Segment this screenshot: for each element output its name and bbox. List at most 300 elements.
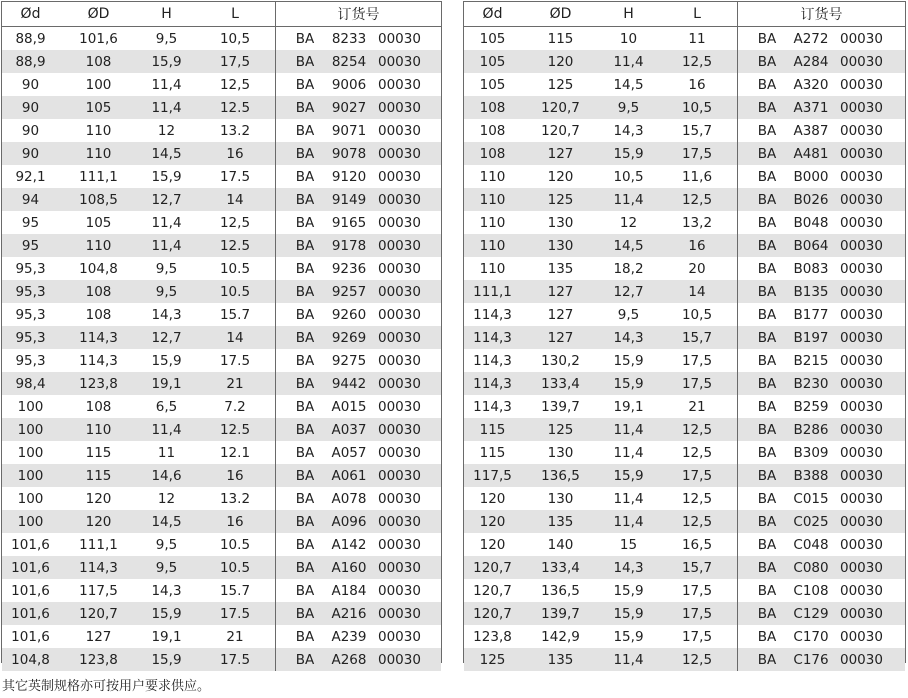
- cell-outer-diameter: 127: [85, 628, 112, 645]
- order-code: C048: [793, 536, 829, 553]
- order-suffix: 00030: [378, 168, 421, 185]
- table-row: [464, 441, 905, 464]
- cell-height: 15,9: [613, 145, 644, 162]
- order-code: C025: [793, 513, 829, 530]
- cell-length: 13.2: [219, 122, 251, 139]
- table-row: [2, 372, 441, 395]
- cell-height: 14,5: [151, 513, 182, 530]
- order-suffix: 00030: [840, 490, 883, 507]
- cell-order-number: [275, 303, 441, 326]
- order-prefix: BA: [295, 375, 315, 392]
- order-suffix: 00030: [840, 398, 883, 415]
- cell-order-number: [275, 280, 441, 303]
- cell-inner-diameter: 108: [479, 99, 506, 116]
- order-code: 9236: [331, 260, 367, 277]
- table-row: [2, 487, 441, 510]
- cell-height: 11,4: [151, 421, 182, 438]
- cell-length: 15,7: [681, 329, 713, 346]
- order-suffix: 00030: [840, 536, 883, 553]
- cell-height: 11: [157, 444, 176, 461]
- cell-length: 12.5: [219, 421, 251, 438]
- order-code: 9120: [331, 168, 367, 185]
- order-prefix: BA: [295, 145, 315, 162]
- order-suffix: 00030: [378, 99, 421, 116]
- order-code: C129: [793, 605, 829, 622]
- cell-inner-diameter: 100: [17, 398, 44, 415]
- order-suffix: 00030: [378, 76, 421, 93]
- cell-height: 10: [619, 30, 638, 47]
- cell-outer-diameter: 133,4: [541, 375, 580, 392]
- order-code: A371: [793, 99, 829, 116]
- cell-order-number: [275, 395, 441, 418]
- order-suffix: 00030: [378, 536, 421, 553]
- header-height: H: [161, 6, 172, 22]
- table-row: [464, 349, 905, 372]
- order-code: A078: [331, 490, 367, 507]
- cell-outer-diameter: 127: [547, 329, 574, 346]
- cell-height: 11,4: [613, 421, 644, 438]
- cell-length: 10.5: [219, 559, 251, 576]
- order-code: 9257: [331, 283, 367, 300]
- cell-order-number: [275, 211, 441, 234]
- cell-order-number: [737, 165, 905, 188]
- order-code: A284: [793, 53, 829, 70]
- cell-length: 13.2: [219, 490, 251, 507]
- cell-inner-diameter: 105: [479, 76, 506, 93]
- order-prefix: BA: [757, 214, 777, 231]
- cell-length: 12.5: [219, 99, 251, 116]
- order-code: B309: [793, 444, 829, 461]
- cell-length: 12,5: [681, 421, 713, 438]
- cell-outer-diameter: 142,9: [541, 628, 580, 645]
- order-suffix: 00030: [378, 559, 421, 576]
- cell-length: 17.5: [219, 651, 251, 668]
- cell-inner-diameter: 114,3: [473, 398, 512, 415]
- order-code: 8233: [331, 30, 367, 47]
- order-suffix: 00030: [840, 306, 883, 323]
- cell-height: 10,5: [613, 168, 644, 185]
- cell-length: 17.5: [219, 605, 251, 622]
- table-row: [2, 211, 441, 234]
- order-code: 9275: [331, 352, 367, 369]
- cell-height: 11,4: [613, 191, 644, 208]
- cell-order-number: [737, 50, 905, 73]
- cell-inner-diameter: 100: [17, 421, 44, 438]
- order-code: A061: [331, 467, 367, 484]
- order-code: A037: [331, 421, 367, 438]
- cell-inner-diameter: 120: [479, 513, 506, 530]
- order-code: A320: [793, 76, 829, 93]
- table-row: [464, 418, 905, 441]
- order-suffix: 00030: [378, 283, 421, 300]
- order-prefix: BA: [295, 122, 315, 139]
- cell-order-number: [275, 119, 441, 142]
- cell-inner-diameter: 108: [479, 145, 506, 162]
- cell-order-number: [275, 372, 441, 395]
- order-prefix: BA: [757, 99, 777, 116]
- order-suffix: 00030: [840, 444, 883, 461]
- order-code: C080: [793, 559, 829, 576]
- cell-outer-diameter: 135: [547, 260, 574, 277]
- order-suffix: 00030: [378, 260, 421, 277]
- cell-length: 10.5: [219, 283, 251, 300]
- order-code: A184: [331, 582, 367, 599]
- cell-length: 21: [226, 375, 244, 392]
- header-inner-diameter: Ød: [482, 6, 503, 22]
- cell-outer-diameter: 101,6: [79, 30, 118, 47]
- order-suffix: 00030: [840, 237, 883, 254]
- order-code: 9165: [331, 214, 367, 231]
- cell-length: 14: [688, 283, 706, 300]
- cell-length: 17,5: [681, 467, 713, 484]
- order-prefix: BA: [757, 375, 777, 392]
- cell-inner-diameter: 125: [479, 651, 506, 668]
- cell-inner-diameter: 101,6: [11, 628, 50, 645]
- order-suffix: 00030: [840, 191, 883, 208]
- order-suffix: 00030: [840, 628, 883, 645]
- cell-order-number: [737, 234, 905, 257]
- cell-length: 21: [226, 628, 244, 645]
- table-row: [2, 441, 441, 464]
- cell-inner-diameter: 98,4: [15, 375, 46, 392]
- order-prefix: BA: [757, 559, 777, 576]
- cell-inner-diameter: 111,1: [473, 283, 512, 300]
- cell-order-number: [737, 73, 905, 96]
- cell-inner-diameter: 95,3: [15, 283, 46, 300]
- cell-inner-diameter: 90: [21, 145, 40, 162]
- cell-outer-diameter: 125: [547, 421, 574, 438]
- cell-length: 14: [226, 329, 244, 346]
- order-suffix: 00030: [378, 605, 421, 622]
- table-row: [2, 73, 441, 96]
- cell-height: 15,9: [151, 651, 182, 668]
- cell-height: 15,9: [151, 53, 182, 70]
- table-row: [464, 326, 905, 349]
- order-suffix: 00030: [840, 168, 883, 185]
- cell-length: 10.5: [219, 536, 251, 553]
- table-row: [2, 326, 441, 349]
- cell-length: 17.5: [219, 168, 251, 185]
- table-row: [464, 280, 905, 303]
- order-code: 8254: [331, 53, 367, 70]
- table-row: [2, 510, 441, 533]
- order-prefix: BA: [295, 237, 315, 254]
- cell-order-number: [737, 280, 905, 303]
- order-prefix: BA: [295, 628, 315, 645]
- seal-table-right: [463, 1, 906, 668]
- order-prefix: BA: [295, 329, 315, 346]
- cell-length: 16: [688, 76, 706, 93]
- cell-outer-diameter: 115: [85, 444, 112, 461]
- cell-order-number: [737, 119, 905, 142]
- cell-order-number: [737, 464, 905, 487]
- cell-inner-diameter: 108: [479, 122, 506, 139]
- order-code: B215: [793, 352, 829, 369]
- order-prefix: BA: [757, 421, 777, 438]
- order-suffix: 00030: [378, 352, 421, 369]
- order-suffix: 00030: [378, 444, 421, 461]
- cell-order-number: [275, 648, 441, 671]
- cell-outer-diameter: 111,1: [79, 168, 118, 185]
- cell-inner-diameter: 90: [21, 76, 40, 93]
- order-prefix: BA: [295, 283, 315, 300]
- order-code: B388: [793, 467, 829, 484]
- order-suffix: 00030: [378, 421, 421, 438]
- cell-height: 12,7: [613, 283, 644, 300]
- order-prefix: BA: [757, 306, 777, 323]
- cell-outer-diameter: 111,1: [79, 536, 118, 553]
- cell-height: 9,5: [155, 260, 178, 277]
- order-prefix: BA: [295, 260, 315, 277]
- cell-inner-diameter: 114,3: [473, 306, 512, 323]
- table-row: [464, 165, 905, 188]
- order-prefix: BA: [757, 283, 777, 300]
- order-code: 9006: [331, 76, 367, 93]
- cell-height: 12: [157, 122, 176, 139]
- cell-outer-diameter: 110: [85, 122, 112, 139]
- order-prefix: BA: [757, 145, 777, 162]
- cell-length: 12,5: [681, 53, 713, 70]
- cell-outer-diameter: 120: [85, 490, 112, 507]
- order-suffix: 00030: [840, 30, 883, 47]
- order-suffix: 00030: [378, 214, 421, 231]
- order-code: C170: [793, 628, 829, 645]
- order-prefix: BA: [295, 513, 315, 530]
- cell-order-number: [737, 648, 905, 671]
- table-row: [2, 395, 441, 418]
- cell-length: 17,5: [219, 53, 251, 70]
- cell-outer-diameter: 127: [547, 283, 574, 300]
- cell-outer-diameter: 120: [85, 513, 112, 530]
- order-suffix: 00030: [378, 122, 421, 139]
- cell-outer-diameter: 120,7: [79, 605, 118, 622]
- cell-length: 16: [226, 145, 244, 162]
- order-suffix: 00030: [840, 329, 883, 346]
- order-suffix: 00030: [840, 145, 883, 162]
- cell-outer-diameter: 127: [547, 306, 574, 323]
- cell-length: 16: [226, 467, 244, 484]
- table-row: [2, 165, 441, 188]
- cell-length: 11,6: [681, 168, 713, 185]
- table-row: [464, 211, 905, 234]
- cell-order-number: [737, 625, 905, 648]
- cell-order-number: [275, 27, 441, 50]
- cell-inner-diameter: 88,9: [15, 30, 46, 47]
- order-code: A216: [331, 605, 367, 622]
- order-prefix: BA: [295, 536, 315, 553]
- order-code: C176: [793, 651, 829, 668]
- cell-order-number: [737, 487, 905, 510]
- cell-height: 19,1: [151, 375, 182, 392]
- cell-inner-diameter: 110: [479, 237, 506, 254]
- cell-outer-diameter: 105: [85, 99, 112, 116]
- order-prefix: BA: [295, 605, 315, 622]
- cell-height: 15,9: [613, 605, 644, 622]
- order-code: B259: [793, 398, 829, 415]
- header-order-number: 订货号: [275, 2, 441, 26]
- order-prefix: BA: [295, 76, 315, 93]
- cell-length: 12,5: [681, 444, 713, 461]
- cell-outer-diameter: 114,3: [79, 352, 118, 369]
- order-prefix: BA: [757, 329, 777, 346]
- cell-outer-diameter: 130: [547, 490, 574, 507]
- cell-height: 15: [619, 536, 638, 553]
- header-inner-diameter: Ød: [20, 6, 41, 22]
- order-suffix: 00030: [378, 513, 421, 530]
- table-row: [2, 556, 441, 579]
- cell-inner-diameter: 117,5: [473, 467, 512, 484]
- cell-length: 15,7: [681, 122, 713, 139]
- cell-height: 14,3: [613, 329, 644, 346]
- cell-length: 21: [688, 398, 706, 415]
- cell-order-number: [275, 234, 441, 257]
- order-code: 9071: [331, 122, 367, 139]
- cell-order-number: [275, 50, 441, 73]
- order-code: 9149: [331, 191, 367, 208]
- cell-inner-diameter: 101,6: [11, 536, 50, 553]
- cell-inner-diameter: 95,3: [15, 352, 46, 369]
- cell-order-number: [275, 188, 441, 211]
- cell-inner-diameter: 95: [21, 237, 40, 254]
- cell-height: 12: [157, 490, 176, 507]
- cell-inner-diameter: 110: [479, 260, 506, 277]
- cell-outer-diameter: 114,3: [79, 329, 118, 346]
- table-row: [2, 96, 441, 119]
- cell-length: 12.5: [219, 237, 251, 254]
- table-row: [464, 303, 905, 326]
- cell-height: 9,5: [155, 30, 178, 47]
- cell-outer-diameter: 120: [547, 168, 574, 185]
- cell-length: 17,5: [681, 375, 713, 392]
- cell-height: 15,9: [613, 375, 644, 392]
- cell-length: 16: [226, 513, 244, 530]
- order-prefix: BA: [757, 122, 777, 139]
- order-code: A387: [793, 122, 829, 139]
- cell-outer-diameter: 104,8: [79, 260, 118, 277]
- cell-height: 11,4: [613, 651, 644, 668]
- order-prefix: BA: [295, 398, 315, 415]
- cell-inner-diameter: 105: [479, 30, 506, 47]
- cell-outer-diameter: 130,2: [541, 352, 580, 369]
- order-suffix: 00030: [840, 352, 883, 369]
- table-row: [2, 188, 441, 211]
- cell-outer-diameter: 136,5: [541, 467, 580, 484]
- cell-outer-diameter: 115: [85, 467, 112, 484]
- order-code: 9078: [331, 145, 367, 162]
- cell-height: 14,3: [613, 122, 644, 139]
- order-suffix: 00030: [840, 467, 883, 484]
- cell-length: 11: [688, 30, 706, 47]
- order-suffix: 00030: [378, 582, 421, 599]
- table-row: [464, 188, 905, 211]
- order-code: 9178: [331, 237, 367, 254]
- cell-order-number: [275, 165, 441, 188]
- cell-order-number: [275, 73, 441, 96]
- cell-outer-diameter: 108: [85, 306, 112, 323]
- cell-outer-diameter: 108: [85, 53, 112, 70]
- cell-outer-diameter: 127: [547, 145, 574, 162]
- order-suffix: 00030: [840, 651, 883, 668]
- cell-inner-diameter: 123,8: [473, 628, 512, 645]
- order-suffix: 00030: [378, 53, 421, 70]
- cell-order-number: [737, 395, 905, 418]
- cell-inner-diameter: 95,3: [15, 329, 46, 346]
- cell-outer-diameter: 117,5: [79, 582, 118, 599]
- cell-order-number: [275, 441, 441, 464]
- order-prefix: BA: [295, 421, 315, 438]
- cell-outer-diameter: 123,8: [79, 651, 118, 668]
- cell-inner-diameter: 90: [21, 122, 40, 139]
- cell-height: 15,9: [613, 467, 644, 484]
- cell-length: 10,5: [219, 30, 251, 47]
- cell-height: 15,9: [151, 168, 182, 185]
- cell-height: 14,6: [151, 467, 182, 484]
- table-row: [2, 119, 441, 142]
- order-prefix: BA: [295, 582, 315, 599]
- cell-length: 12,5: [681, 191, 713, 208]
- cell-height: 11,4: [613, 444, 644, 461]
- seal-table-left: [1, 1, 442, 668]
- cell-order-number: [275, 142, 441, 165]
- cell-length: 12,5: [219, 214, 251, 231]
- table-row: [2, 280, 441, 303]
- cell-height: 15,9: [613, 628, 644, 645]
- cell-inner-diameter: 94: [21, 191, 40, 208]
- cell-order-number: [275, 96, 441, 119]
- cell-inner-diameter: 120,7: [473, 605, 512, 622]
- order-prefix: BA: [757, 53, 777, 70]
- cell-inner-diameter: 104,8: [11, 651, 50, 668]
- order-code: A142: [331, 536, 367, 553]
- order-suffix: 00030: [378, 30, 421, 47]
- cell-inner-diameter: 120: [479, 536, 506, 553]
- cell-height: 9,5: [617, 306, 640, 323]
- cell-length: 15.7: [219, 582, 251, 599]
- cell-outer-diameter: 120: [547, 53, 574, 70]
- cell-outer-diameter: 120,7: [541, 99, 580, 116]
- cell-order-number: [737, 211, 905, 234]
- order-prefix: BA: [757, 536, 777, 553]
- order-suffix: 00030: [378, 628, 421, 645]
- cell-order-number: [737, 602, 905, 625]
- order-prefix: BA: [295, 651, 315, 668]
- cell-height: 11,4: [151, 237, 182, 254]
- order-code: 9027: [331, 99, 367, 116]
- table-row: [2, 349, 441, 372]
- order-code: A272: [793, 30, 829, 47]
- cell-height: 9,5: [155, 536, 178, 553]
- order-prefix: BA: [295, 306, 315, 323]
- cell-order-number: [737, 188, 905, 211]
- cell-inner-diameter: 100: [17, 467, 44, 484]
- cell-height: 11,4: [613, 53, 644, 70]
- cell-length: 17,5: [681, 145, 713, 162]
- table-row: [2, 648, 441, 671]
- cell-length: 10,5: [681, 306, 713, 323]
- order-suffix: 00030: [378, 145, 421, 162]
- cell-order-number: [737, 372, 905, 395]
- cell-height: 14,5: [151, 145, 182, 162]
- cell-height: 14,3: [151, 582, 182, 599]
- cell-order-number: [737, 257, 905, 280]
- order-code: C015: [793, 490, 829, 507]
- cell-order-number: [737, 326, 905, 349]
- order-suffix: 00030: [378, 398, 421, 415]
- cell-outer-diameter: 108,5: [79, 191, 118, 208]
- order-code: B000: [793, 168, 829, 185]
- table-row: [464, 579, 905, 602]
- order-code: B197: [793, 329, 829, 346]
